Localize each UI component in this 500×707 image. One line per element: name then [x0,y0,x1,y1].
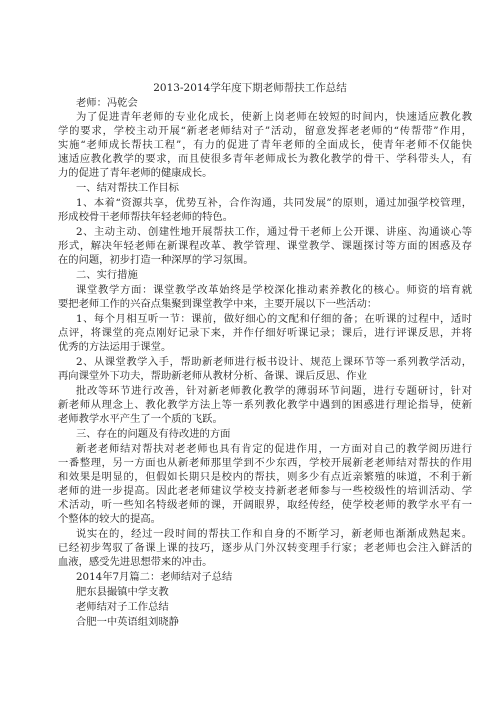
paragraph-line: 速适应教化教学的要求，而且使很多青年老师成长为教化教学的骨干、学科带头人，有 [58,153,472,165]
paragraph-line: 课堂教学方面：课堂教学改革始终是学校深化推动素养教化的核心。师资的培育就 [76,284,472,296]
paragraph-line: 1、本着“资源共享，优势互补，合作沟通，共同发展”的原则，通过加强学校管理， [76,197,472,209]
paragraph-line: 老师的进一步提高。因此老老师建议学校支持新老老师参与一些校级性的培训活动、学 [58,485,472,497]
paragraph-line: 和效果是明显的，但假如长期只是校内的帮扶，则多少有点近亲繁殖的味道，不利于新 [58,471,472,483]
paragraph-line: 1、每个月相互听一节：课前，做好细心的文配和仔细的备；在听课的过程中，适时 [76,313,472,325]
paragraph-line: 个整体的较大的提高。 [58,513,161,525]
paragraph-line: 术活动，听一些知名特级老师的课，开阔眼界，取经传经，使学校老师的教学水平有一 [58,499,472,511]
paragraph-line: 点评，将课堂的亮点刚好记录下来，并作仔细好听课记录；课后，进行评课反思，并将 [58,327,472,339]
paragraph-line: 说实在的，经过一段时间的帮扶工作和自身的不断学习，新老师也渐渐成熟起来。 [76,528,472,540]
paragraph-line: 形式，解决年轻老师在新课程改革、教学管理、课堂教学、课题探讨等方面的困惑及存 [58,240,472,252]
paragraph-line: 在的问题，初步打造一种深厚的学习氛围。 [58,254,254,266]
paragraph-line: 老师教学水平产生了一个质的飞跃。 [58,413,223,425]
paragraph-line: 为了促进青年老师的专业化成长，使新上岗老师在较短的时间内，快速适应教化教 [76,111,472,123]
paragraph-line: 要把老师工作的兴奋点集聚到课堂教学中来，主要开展以下一些活动： [58,298,378,310]
section-heading: 一、结对帮扶工作目标 [76,182,179,194]
paragraph-line: 实施“老师成长帮扶工程”，有力的促进了青年老师的全面成长，使青年老师不仅能快 [58,139,472,151]
section-heading: 二、实行措施 [76,269,138,281]
subtitle-line: 老师结对子工作总结 [76,601,169,613]
section-heading: 三、存在的问题及有待改进的方面 [76,428,231,440]
paragraph-line: 2、主动主动、创建性地开展帮扶工作，通过骨干老师上公开课、讲座、沟通谈心等 [76,226,472,238]
paragraph-line: 血液，感受先进思想带来的冲击。 [58,556,213,568]
paragraph-line: 优秀的方法运用于课堂。 [58,341,172,353]
paragraph-line: 新老老师结对帮扶对老老师也具有肯定的促进作用，一方面对自己的教学阅历进行 [76,443,472,455]
author-line: 合肥一中英语组刘晓静 [76,616,179,628]
paragraph-line: 已经初步驾驭了备课上课的技巧，逐步从门外汉转变理手行家；老老师也会注入鲜活的 [58,542,472,554]
paragraph-line: 形成校骨干老师帮扶年轻老师的特色。 [58,211,234,223]
paragraph-line: 新老师从理念上、教化教学方法上等一系列教化教学中遇到的困惑进行理论指导，使新 [58,399,472,411]
paragraph-line: 一番整理，另一方面也从新老师那里学到不少东西，学校开展新老老师结对帮扶的作用 [58,457,472,469]
paragraph-line: 力的促进了青年老师的健康成长。 [58,167,213,179]
paragraph-line: 2、从课堂教学入手，帮助新老师进行板书设计、规范上课环节等一系列教学活动， [76,356,472,368]
document-title: 2013-2014学年度下期老师帮扶工作总结 [153,82,347,94]
school-line: 肥东县撮镇中学支教 [76,586,169,598]
paragraph-line: 学的要求，学校主动开展“新老老师结对子”活动，留意发挥老老师的“传帮带”作用， [58,125,472,137]
date-line: 2014年7月篇二：老师结对子总结 [76,571,233,583]
paragraph-line: 再向课堂外下功夫，帮助新老师从教材分析、备课、课后反思、作业 [58,370,367,382]
paragraph-line: 批改等环节进行改善，针对新老师教化教学的薄弱环节问题，进行专题研讨，针对 [76,385,472,397]
author-line: 老师：冯乾会 [76,97,138,109]
